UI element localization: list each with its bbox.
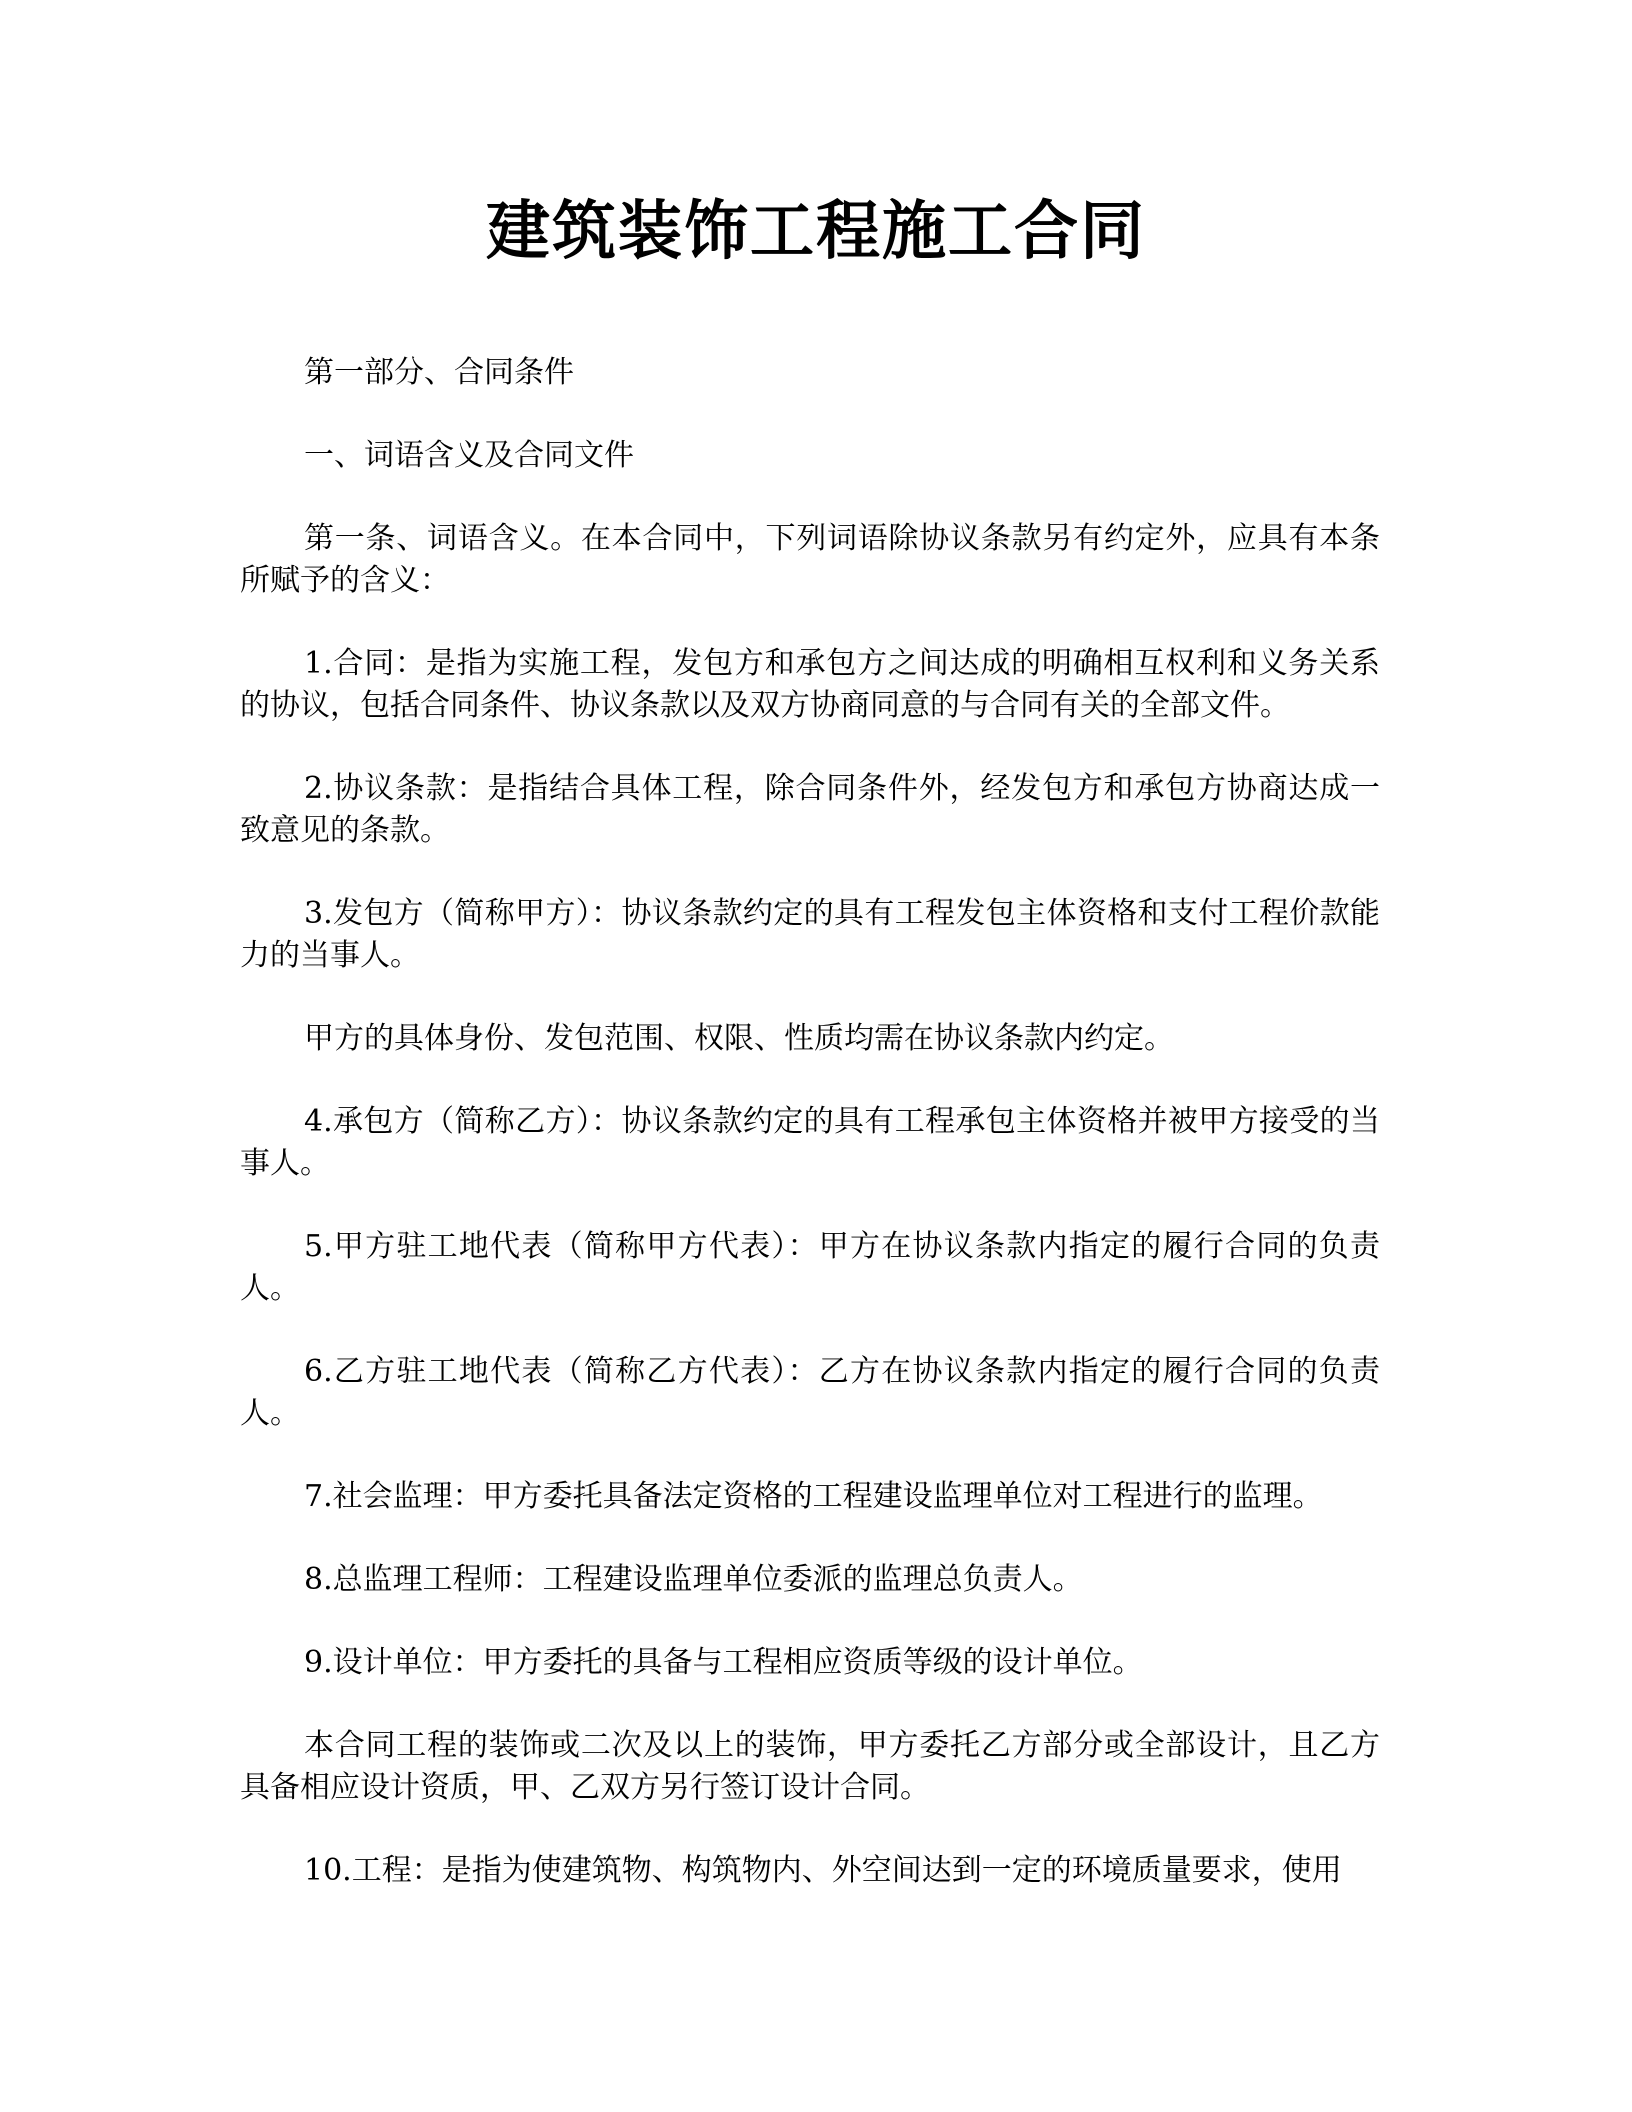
paragraph-item-10-project: 10.工程：是指为使建筑物、构筑物内、外空间达到一定的环境质量要求，使用 <box>304 1853 1342 1888</box>
paragraph-item-3-employer: 3.发包方（简称甲方）：协议条款约定的具有工程发包主体资格和支付工程价款能力的当事人。 <box>240 896 1380 973</box>
paragraph-item-7-supervision: 7.社会监理：甲方委托具备法定资格的工程建设监理单位对工程进行的监理。 <box>304 1479 1323 1514</box>
paragraph-item-8-chief-engineer: 8.总监理工程师：工程建设监理单位委派的监理总负责人。 <box>304 1562 1083 1597</box>
paragraph-item-1-contract: 1.合同：是指为实施工程，发包方和承包方之间达成的明确相互权利和义务关系的协议，包括合同条件、协议条款以及双方协商同意的与合同有关的全部文件。 <box>240 646 1380 723</box>
paragraph-item-5-employer-representative: 5.甲方驻工地代表（简称甲方代表）：甲方在协议条款内指定的履行合同的负责人。 <box>240 1229 1380 1306</box>
paragraph-item-6-contractor-representative: 6.乙方驻工地代表（简称乙方代表）：乙方在协议条款内指定的履行合同的负责人。 <box>240 1354 1380 1431</box>
paragraph-part-one: 第一部分、合同条件 <box>304 355 574 390</box>
paragraph-employer-details: 甲方的具体身份、发包范围、权限、性质均需在协议条款内约定。 <box>304 1021 1174 1056</box>
paragraph-item-2-agreement-terms: 2.协议条款：是指结合具体工程，除合同条件外，经发包方和承包方协商达成一致意见的条款。 <box>240 771 1380 848</box>
paragraph-item-9-design-unit: 9.设计单位：甲方委托的具备与工程相应资质等级的设计单位。 <box>304 1645 1143 1680</box>
document-body <box>240 352 1380 1933</box>
paragraph-item-4-contractor: 4.承包方（简称乙方）：协议条款约定的具有工程承包主体资格并被甲方接受的当事人。 <box>240 1104 1380 1181</box>
document-title: 建筑装饰工程施工合同 <box>486 195 1146 269</box>
paragraph-section-one: 一、词语含义及合同文件 <box>304 438 634 473</box>
paragraph-design-contract-note: 本合同工程的装饰或二次及以上的装饰，甲方委托乙方部分或全部设计，且乙方具备相应设计资质，甲、乙双方另行签订设计合同。 <box>240 1728 1380 1805</box>
paragraph-article-one: 第一条、词语含义。在本合同中，下列词语除协议条款另有约定外，应具有本条所赋予的含义： <box>240 521 1380 598</box>
